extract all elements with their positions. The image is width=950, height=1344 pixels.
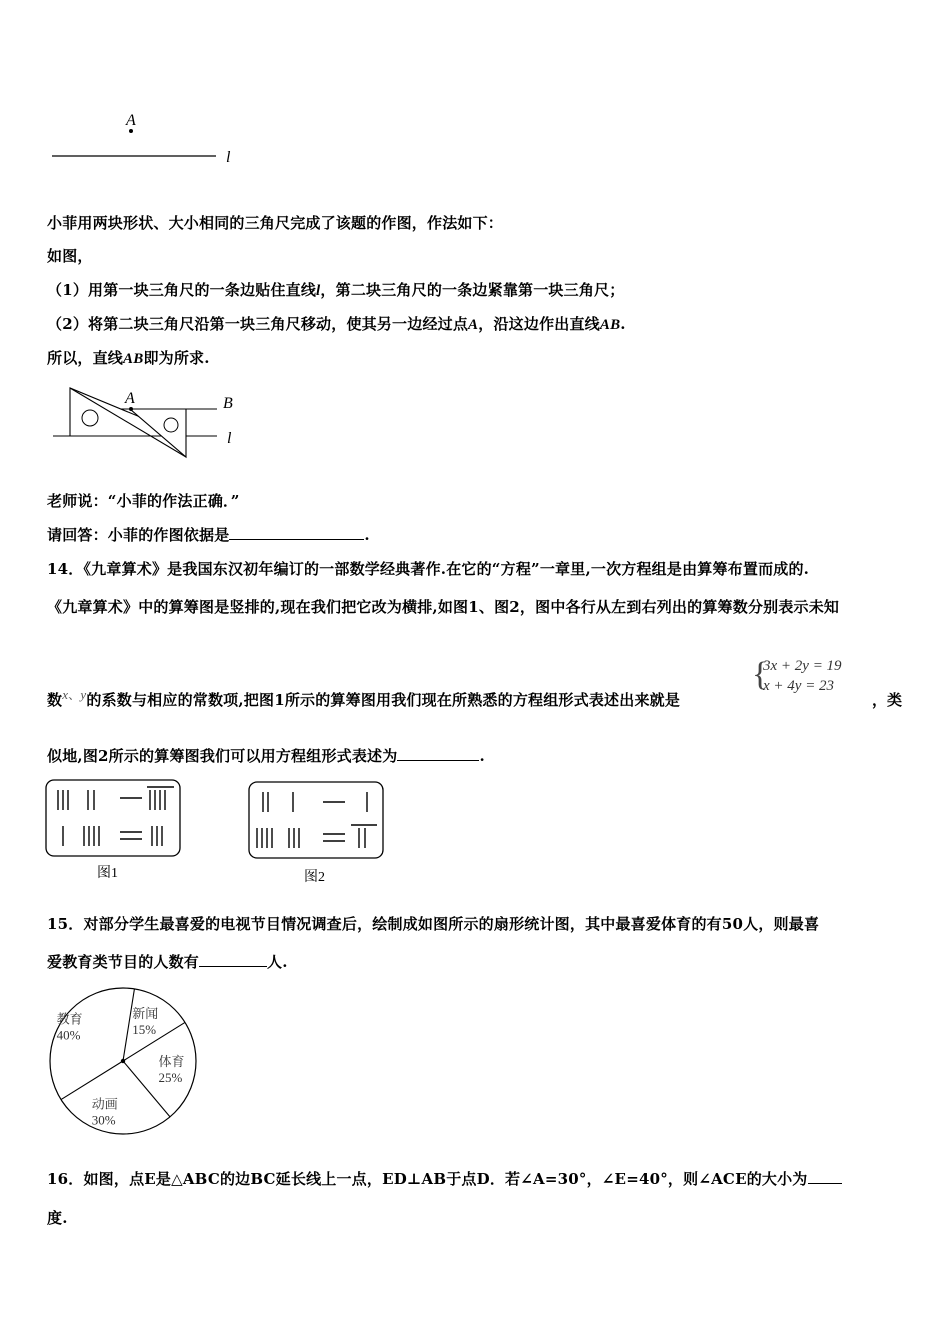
q14-var-y: y [80, 687, 87, 702]
q14-line-3 [47, 689, 680, 710]
triangle-label-l: l [227, 430, 232, 447]
q16-line-2: 度. [47, 1209, 68, 1227]
q16-line-1 [47, 1168, 842, 1189]
step-2 [47, 313, 626, 334]
q15-line-1: 15．对部分学生最喜爱的电视节目情况调查后，绘制成如图所示的扇形统计图，其中最喜爱体育的有50人，则最喜 [47, 915, 820, 933]
q14-line-1: 14．《九章算术》是我国东汉初年编订的一部数学经典著作.在它的“方程”一章里,一次方程组是由算筹布置而成的. [47, 560, 810, 578]
q15-blank[interactable] [199, 952, 267, 967]
step-2-text-a: （2）将第二块三角尺沿第一块三角尺移动，使其另一边经过点 [47, 315, 469, 333]
q14-line-4 [47, 745, 485, 766]
pie-label-0: 新闻 [132, 1005, 159, 1021]
q14-var-sep: 、 [68, 688, 81, 702]
q14-var-x: x [62, 687, 69, 702]
step-1-text-b: ，第二块三角尺的一条边紧靠第一块三角尺； [320, 281, 625, 299]
conclusion-var-ab: AB [123, 351, 144, 367]
step-1 [47, 279, 624, 300]
pie-center-dot [121, 1059, 125, 1063]
conclusion-text-b: 即为所求. [143, 349, 210, 367]
answer-end: . [364, 526, 370, 544]
q15-line-2 [47, 951, 288, 972]
q14-line-4-end: . [479, 747, 485, 765]
conclusion [47, 347, 210, 368]
point-a [129, 129, 133, 133]
figure-2-caption: 图2 [304, 870, 325, 885]
q14-line-3-end: ，类 [872, 691, 903, 709]
equation-2: x + 4y = 23 [763, 678, 835, 694]
equation-system [752, 656, 870, 698]
triangle-label-b: B [223, 395, 233, 412]
pie-value-1: 25% [158, 1069, 183, 1085]
figure-1-caption: 图1 [97, 866, 118, 881]
q14-line-2: 《九章算术》中的算筹图是竖排的,现在我们把它改为横排,如图1、图2，图中各行从左到右列出的算筹数分别表示未知 [47, 598, 840, 616]
pie-chart [45, 985, 205, 1140]
step-1-text-a: （1）用第一块三角尺的一条边贴住直线 [47, 281, 317, 299]
pie-label-2: 动画 [91, 1096, 118, 1112]
answer-blank[interactable] [229, 525, 364, 540]
step-1-var-l: l [316, 283, 321, 299]
line-l-label: l [226, 149, 231, 166]
pie-value-3: 40% [56, 1027, 81, 1043]
step-2-var-a: A [468, 317, 479, 333]
point-a-label: A [126, 112, 136, 129]
counting-rods-figure-2 [247, 780, 387, 862]
step-2-text-b: ，沿这边作出直线 [478, 315, 600, 333]
step-2-var-ab: AB [599, 317, 621, 333]
step-2-text-c: . [620, 315, 626, 333]
intro-line-2: 如图， [47, 247, 93, 265]
answer-prompt [47, 524, 370, 545]
teacher-comment: 老师说：“小菲的作法正确．” [47, 492, 240, 510]
triangle-rulers-figure [45, 380, 265, 465]
answer-prompt-text: 请回答：小菲的作图依据是 [47, 526, 230, 544]
q15-line-2-end: 人. [267, 953, 288, 971]
triangle-label-a: A [125, 390, 135, 407]
pie-slice-border-3 [61, 1061, 123, 1100]
point-line-figure [40, 105, 260, 175]
equation-1: 3x + 2y = 19 [763, 658, 842, 674]
counting-rods-figure-1 [44, 778, 184, 860]
intro-line-1: 小菲用两块形状、大小相同的三角尺完成了该题的作图，作法如下： [47, 214, 504, 232]
q14-line-4-text: 似地,图2所示的算筹图我们可以用方程组形式表述为 [47, 747, 398, 765]
q14-line-3-b: 的系数与相应的常数项,把图1所示的算筹图用我们现在所熟悉的方程组形式表述出来就是 [86, 691, 681, 709]
pie-value-2: 30% [91, 1112, 116, 1128]
q14-blank[interactable] [397, 746, 479, 761]
q15-line-2-text: 爱教育类节目的人数有 [47, 953, 200, 971]
pie-label-1: 体育 [158, 1053, 185, 1069]
q14-line-3-a: 数 [47, 691, 63, 709]
pie-value-0: 15% [132, 1021, 157, 1037]
pie-label-3: 教育 [56, 1011, 83, 1027]
conclusion-text-a: 所以，直线 [47, 349, 124, 367]
q16-blank[interactable] [808, 1169, 842, 1184]
brace-icon: { [752, 656, 769, 693]
q16-line-1-text: 16．如图，点E是△ABC的边BC延长线上一点，ED⊥AB于点D．若∠A=30°，∠E=40°，则∠ACE的大小为 [47, 1170, 808, 1188]
